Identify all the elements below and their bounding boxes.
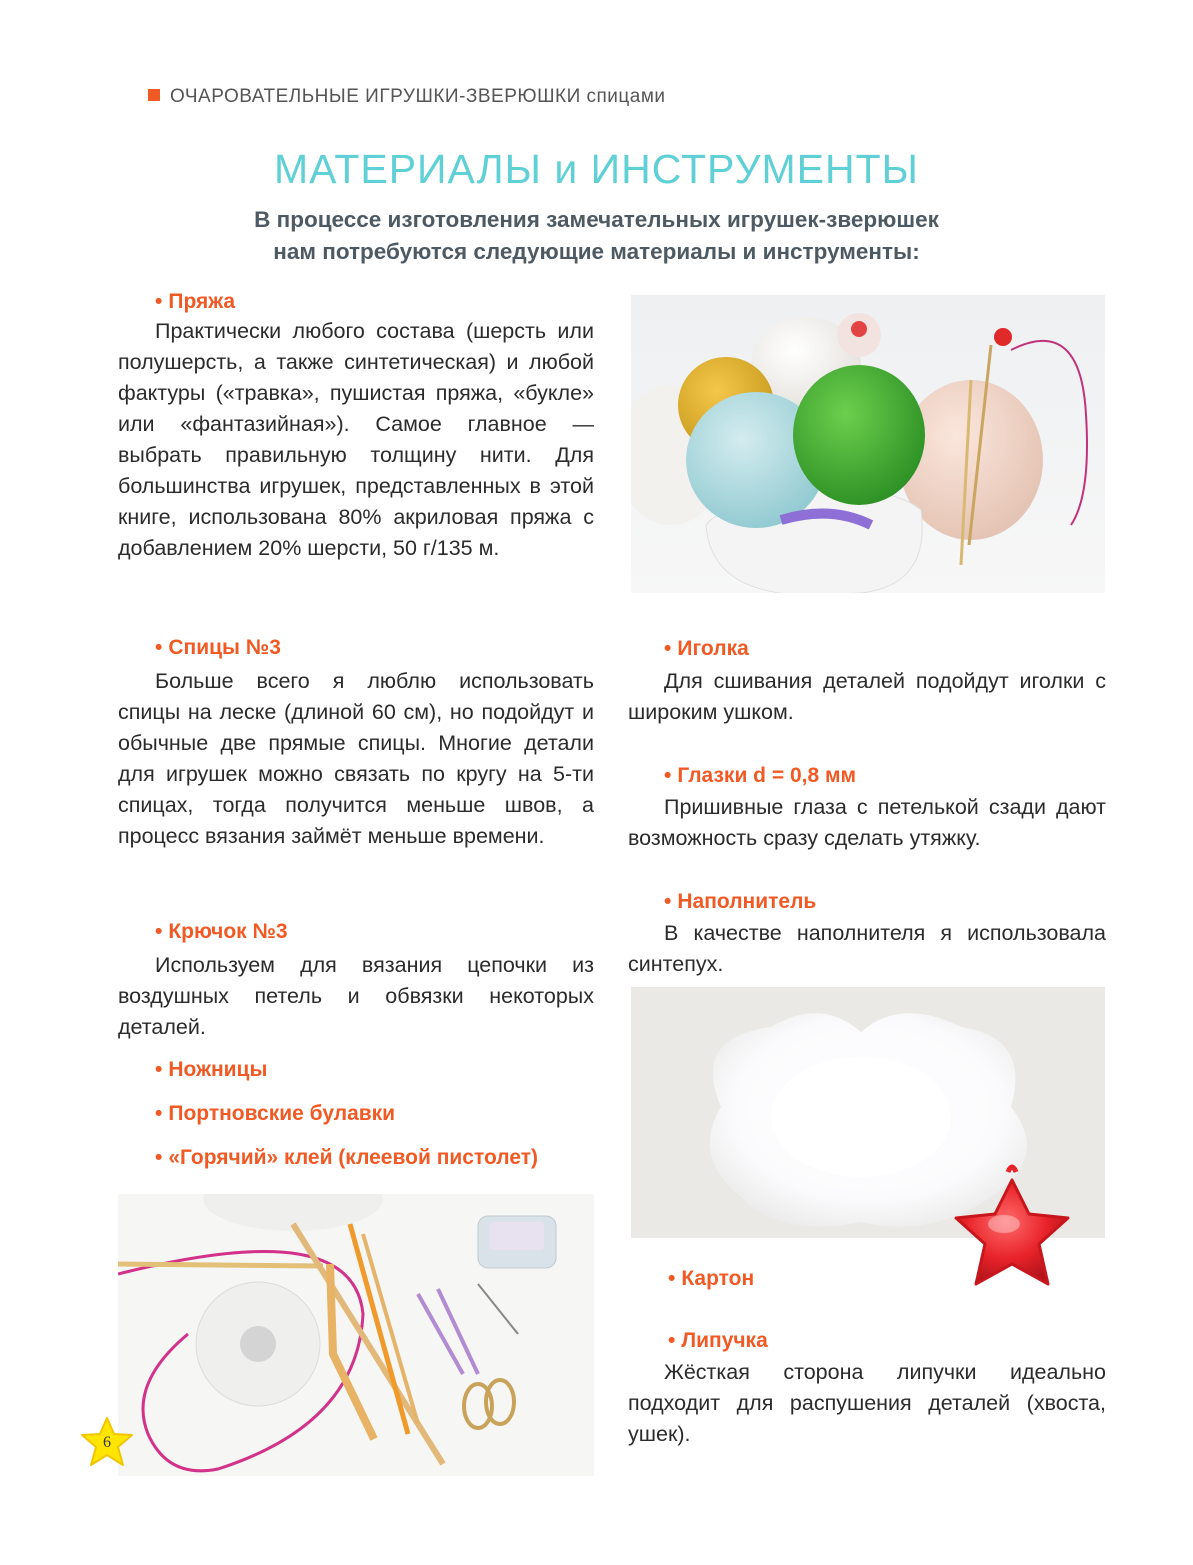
heading-needle xyxy=(664,637,749,661)
heading-needle-text: Иголка xyxy=(677,637,749,660)
photo-tools xyxy=(118,1194,594,1476)
red-star-decoration xyxy=(946,1162,1076,1302)
bullet-icon: • xyxy=(664,637,672,660)
bullet-icon: • xyxy=(668,1267,676,1290)
text-hook: Используем для вязания цепочки из воздушных петель и обвязки некоторых деталей. xyxy=(118,953,594,1039)
heading-velcro-text: Липучка xyxy=(681,1329,768,1352)
page-title: МАТЕРИАЛЫ и ИНСТРУМЕНТЫ xyxy=(274,146,919,192)
heading-cardboard-text: Картон xyxy=(681,1267,755,1290)
heading-eyes-text: Глазки d = 0,8 мм xyxy=(677,764,857,787)
heading-hook xyxy=(155,920,288,944)
text-needles: Больше всего я люблю использовать спицы на леске (длиной 60 см), но подойдут и обычные две прямые спицы. Многие детали для игрушек можно связать по кругу на 5-ти спицах, тогда получится меньше швов, а процесс вязания займёт меньше времени. xyxy=(118,669,594,848)
heading-pins xyxy=(155,1102,395,1126)
heading-pins-text: Портновские булавки xyxy=(168,1102,396,1125)
heading-glue xyxy=(155,1146,538,1170)
text-eyes: Пришивные глаза с петелькой сзади дают возможность сразу сделать утяжку. xyxy=(628,795,1106,850)
bullet-icon: • xyxy=(155,290,163,313)
heading-glue-text: «Горячий» клей (клеевой пистолет) xyxy=(168,1146,539,1169)
heading-scissors-text: Ножницы xyxy=(168,1058,268,1081)
bullet-icon: • xyxy=(668,1329,676,1352)
subtitle-line-1: В процессе изготовления замечательных игрушек-зверюшек xyxy=(254,207,939,232)
heading-scissors xyxy=(155,1058,267,1082)
bullet-icon: • xyxy=(155,920,163,943)
subtitle-line-2: нам потребуются следующие материалы и инструменты: xyxy=(273,239,920,264)
heading-yarn-text: Пряжа xyxy=(168,290,236,313)
heading-velcro xyxy=(668,1329,768,1353)
heading-cardboard xyxy=(668,1267,754,1291)
bullet-icon: • xyxy=(155,1102,163,1125)
text-yarn: Практически любого состава (шерсть или полушерсть, а также синтетическая) и любой фактуры («травка», пушистая пряжа, «букле» или «фантазийная»). Самое главное — выбрать правильную толщину нити. Для большинства игрушек, представленных в этой книге, использована 80% акриловая пряжа с добавлением 20% шерсти, 50 г/135 м. xyxy=(118,319,594,560)
text-filler: В качестве наполнителя я использовала синтепух. xyxy=(628,921,1106,976)
text-needle: Для сшивания деталей подойдут иголки с широким ушком. xyxy=(628,669,1106,724)
text-velcro: Жёсткая сторона липучки идеально подходит для распушения деталей (хвоста, ушек). xyxy=(628,1360,1106,1446)
heading-filler-text: Наполнитель xyxy=(677,890,817,913)
heading-needles xyxy=(155,636,281,660)
running-header xyxy=(148,86,666,108)
bullet-icon: • xyxy=(664,764,672,787)
bullet-icon: • xyxy=(155,636,163,659)
photo-yarn-balls xyxy=(631,295,1105,593)
bullet-icon: • xyxy=(155,1146,163,1169)
bullet-icon: • xyxy=(155,1058,163,1081)
running-header-text: ОЧАРОВАТЕЛЬНЫЕ ИГРУШКИ-ЗВЕРЮШКИ спицами xyxy=(170,86,666,107)
heading-needles-text: Спицы №3 xyxy=(168,636,281,659)
heading-yarn xyxy=(155,290,235,314)
orange-square-icon xyxy=(148,89,160,101)
heading-eyes xyxy=(664,764,856,788)
heading-hook-text: Крючок №3 xyxy=(168,920,288,943)
heading-filler xyxy=(664,890,816,914)
page-subtitle xyxy=(0,204,1193,268)
page-number: 6 xyxy=(103,1434,111,1451)
bullet-icon: • xyxy=(664,890,672,913)
